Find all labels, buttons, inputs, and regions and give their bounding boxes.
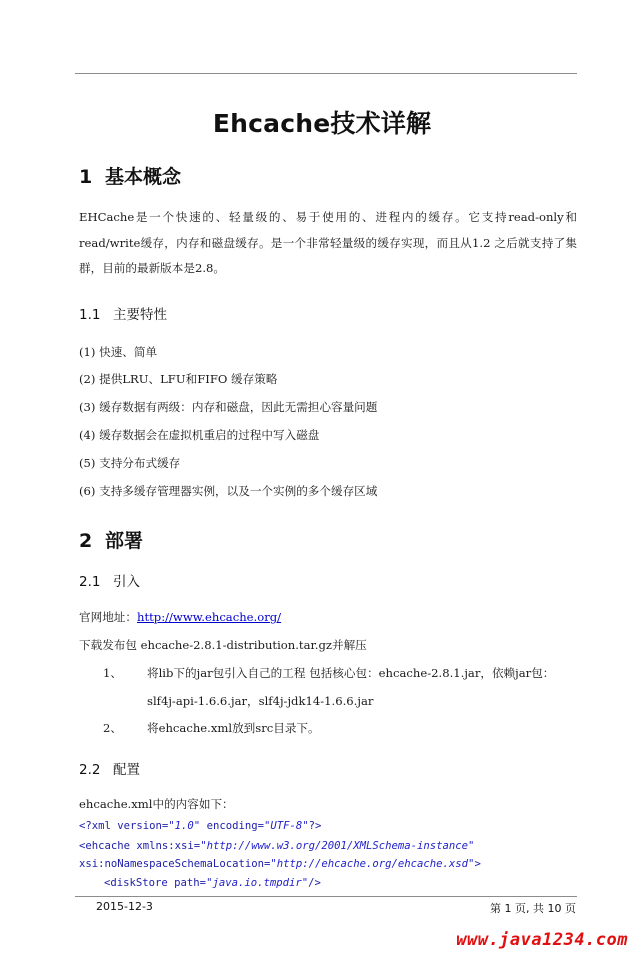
code-token: <ehcache xmlns:xsi= <box>79 840 201 852</box>
feature-item: (4) 缓存数据会在虚拟机重启的过程中写入磁盘 <box>79 428 320 442</box>
code-token: <?xml version= <box>79 820 169 832</box>
step-1-continuation: slf4j-api-1.6.6.jar，slf4j-jdk14-1.6.6.jar <box>147 694 374 708</box>
footer-rule <box>75 896 577 897</box>
code-line <box>79 840 474 852</box>
watermark: www.java1234.com <box>456 930 628 950</box>
code-token: <diskStore path= <box>104 877 207 889</box>
section-number: 2.2 <box>79 762 101 778</box>
section-2-1-heading <box>79 570 140 590</box>
section-title: 基本概念 <box>105 166 182 188</box>
section-title: 引入 <box>113 574 140 590</box>
header-rule <box>75 73 577 74</box>
site-label: 官网地址： <box>79 610 137 624</box>
site-link[interactable]: http://www.ehcache.org/ <box>136 610 282 624</box>
section-number: 1.1 <box>79 307 101 323</box>
feature-item: (1) 快速、简单 <box>79 345 158 359</box>
code-token: encoding= <box>200 820 264 832</box>
config-intro: ehcache.xml中的内容如下： <box>79 797 234 811</box>
feature-item: (6) 支持多缓存管理器实例，以及一个实例的多个缓存区域 <box>79 484 378 498</box>
code-string: "UTF-8" <box>263 820 309 832</box>
section-number: 2 <box>79 530 93 552</box>
section-title: 主要特性 <box>113 307 167 323</box>
code-token: > <box>474 858 481 870</box>
step-1-text: 将lib下的jar包引入自己的工程 包括核心包：ehcache-2.8.1.jar，依赖jar包： <box>147 666 555 680</box>
code-string: "java.io.tmpdir" <box>206 877 309 889</box>
download-line: 下载发布包 ehcache-2.8.1-distribution.tar.gz并解压 <box>79 638 367 652</box>
code-string: "http://ehcache.org/ehcache.xsd" <box>270 858 475 870</box>
section-2-heading <box>79 526 143 553</box>
section-number: 2.1 <box>79 574 101 590</box>
footer-date: 2015-12-3 <box>96 900 153 913</box>
feature-item: (2) 提供LRU、LFU和FIFO 缓存策略 <box>79 372 278 386</box>
code-line <box>79 820 321 832</box>
section-number: 1 <box>79 166 93 188</box>
step-2-text: 将ehcache.xml放到src目录下。 <box>147 721 320 735</box>
code-token: /> <box>308 877 321 889</box>
intro-paragraph: EHCache是一个快速的、轻量级的、易于使用的、进程内的缓存。它支持read-only和read/write缓存，内存和磁盘缓存。是一个非常轻量级的缓存实现，而且从1.2 之后就支持了集群，目前的最新版本是2.8。 <box>79 210 577 275</box>
feature-item: (3) 缓存数据有两级：内存和磁盘，因此无需担心容量问题 <box>79 400 378 414</box>
section-title: 部署 <box>105 530 144 552</box>
section-1-heading <box>79 162 181 189</box>
code-string: "http://www.w3.org/2001/XMLSchema-instance" <box>200 840 475 852</box>
code-line <box>79 858 481 870</box>
code-line <box>104 877 321 889</box>
section-title: 配置 <box>113 762 140 778</box>
step-1-number: 1、 <box>103 666 122 680</box>
code-token: ?> <box>308 820 322 832</box>
code-token: xsi:noNamespaceSchemaLocation= <box>79 858 271 870</box>
section-2-2-heading <box>79 758 140 778</box>
official-site-line <box>79 609 281 625</box>
footer-page-number: 第 1 页, 共 10 页 <box>490 902 576 915</box>
section-1-1-heading <box>79 303 167 323</box>
feature-item: (5) 支持分布式缓存 <box>79 456 181 470</box>
page-title: Ehcache技术详解 <box>212 109 432 138</box>
code-string: "1.0" <box>168 820 201 832</box>
step-2-number: 2、 <box>103 721 122 735</box>
